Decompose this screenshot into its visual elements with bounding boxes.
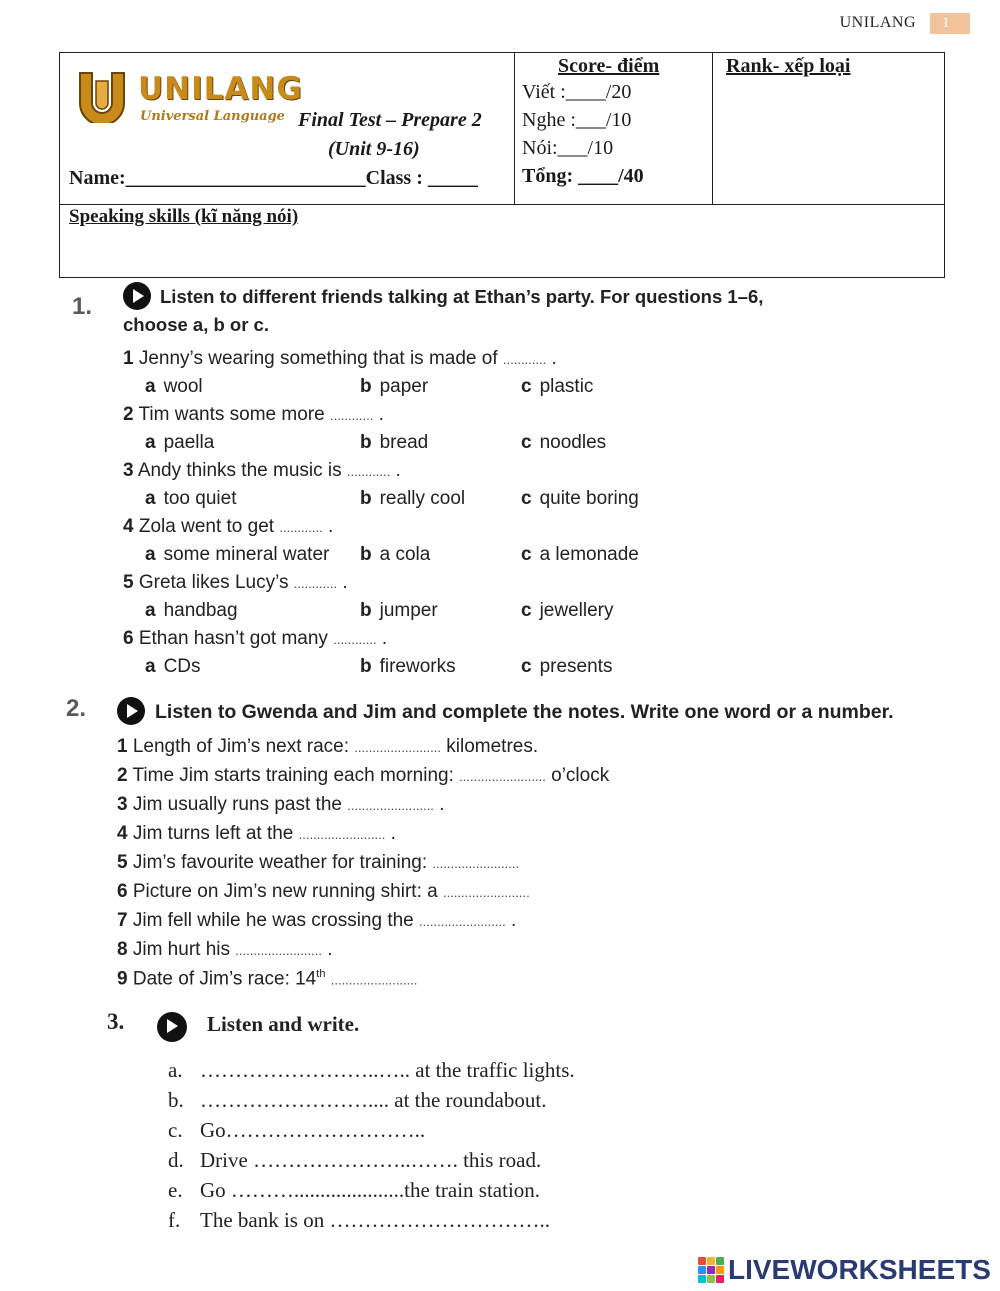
speaking-heading: Speaking skills (kĩ năng nói) [69, 206, 299, 227]
note-suffix: kilometres. [446, 736, 539, 757]
option-a[interactable] [145, 656, 201, 678]
option-text: jewellery [539, 600, 614, 621]
test-title: Final Test – Prepare 2 [298, 109, 482, 131]
option-letter: c [521, 600, 532, 621]
question-text: Jenny’s wearing something that is made of [138, 348, 498, 369]
answer-blank[interactable]: ............ [279, 520, 323, 535]
fill-in-line[interactable]: …………………….... at the roundabout. [200, 1088, 547, 1112]
logo-tile [716, 1275, 724, 1283]
option-text: fireworks [379, 656, 456, 677]
item-letter: f. [168, 1208, 181, 1232]
unilang-logo-icon [74, 67, 130, 123]
answer-blank[interactable]: ........................ [330, 972, 418, 988]
option-letter: b [360, 544, 372, 565]
note-text: Jim hurt his [132, 939, 230, 960]
section-3-instruction: Listen and write. [207, 1012, 360, 1036]
question-text: Greta likes Lucy’s [138, 572, 289, 593]
option-text: paella [163, 432, 215, 453]
note-number: 6 [117, 881, 128, 902]
logo-tile [707, 1266, 715, 1274]
question-number: 5 [123, 572, 134, 593]
answer-blank[interactable]: ........................ [459, 769, 546, 784]
logo-tile [698, 1266, 706, 1274]
header-table [59, 52, 945, 278]
item-letter: c. [168, 1118, 183, 1142]
note-number: 3 [117, 794, 128, 815]
answer-blank[interactable]: ............ [329, 408, 374, 423]
answer-blank[interactable]: ............ [293, 576, 338, 591]
note-suffix: . [511, 910, 517, 931]
option-letter: a [145, 544, 156, 565]
score-total[interactable]: Tổng: ____/40 [522, 165, 644, 187]
answer-blank[interactable]: ............ [346, 464, 391, 479]
unilang-logo [74, 67, 303, 129]
header-brand: UNILANG [839, 14, 916, 31]
option-c[interactable] [521, 544, 639, 566]
answer-blank[interactable]: ........................ [354, 740, 441, 755]
note-number: 1 [117, 736, 128, 757]
option-text: bread [379, 432, 429, 453]
option-letter: b [360, 488, 372, 509]
option-letter: c [521, 488, 532, 509]
note-number: 7 [117, 910, 128, 931]
note-number: 5 [117, 852, 128, 873]
page-number: 1 [930, 13, 970, 34]
option-text: too quiet [163, 488, 237, 509]
liveworksheets-logo-icon [698, 1257, 724, 1283]
option-b[interactable] [360, 656, 456, 678]
note-number: 2 [117, 765, 128, 786]
option-letter: a [145, 656, 156, 677]
note-item [117, 881, 530, 903]
question-number: 2 [123, 404, 134, 425]
option-c[interactable] [521, 656, 612, 678]
answer-blank[interactable]: ............ [333, 632, 377, 647]
option-letter: a [145, 488, 156, 509]
option-text: CDs [163, 656, 201, 677]
note-number: 9 [117, 968, 128, 990]
option-text: wool [163, 376, 203, 397]
option-c[interactable] [521, 600, 614, 622]
fill-in-line[interactable]: ……………………..….. at the traffic lights. [200, 1058, 575, 1082]
logo-tile [698, 1257, 706, 1265]
option-text: some mineral water [163, 544, 330, 565]
logo-tile [716, 1266, 724, 1274]
section-2-instruction: Listen to Gwenda and Jim and complete the notes. Write one word or a number. [155, 701, 894, 723]
option-c[interactable] [521, 488, 639, 510]
note-suffix: . [327, 939, 333, 960]
option-b[interactable] [360, 488, 465, 510]
test-subtitle: (Unit 9-16) [328, 138, 420, 160]
option-text: a cola [379, 544, 431, 565]
question-stem: 1 Jenny’s wearing something that is made of ............ . [123, 348, 557, 369]
note-suffix: o’clock [551, 765, 610, 786]
option-letter: b [360, 656, 372, 677]
note-text: Jim fell while he was crossing the [132, 910, 414, 931]
question-number: 4 [123, 516, 134, 537]
logo-tagline: Universal Language [140, 109, 285, 124]
option-text: quite boring [539, 488, 639, 509]
option-text: handbag [163, 600, 238, 621]
score-speaking[interactable]: Nói:___/10 [522, 137, 614, 159]
note-item [117, 968, 417, 990]
answer-blank[interactable]: ........................ [298, 827, 386, 842]
answer-blank[interactable]: ........................ [443, 885, 530, 900]
note-suffix: . [439, 794, 445, 815]
question-text: Andy thinks the music is [137, 460, 342, 481]
logo-tile [707, 1257, 715, 1265]
logo-tile [698, 1275, 706, 1283]
question-stem: 4 Zola went to get ............ . [123, 516, 334, 537]
option-text: paper [379, 376, 429, 397]
item-letter: e. [168, 1178, 183, 1202]
option-b[interactable] [360, 600, 438, 622]
play-audio-3-button[interactable] [157, 1012, 187, 1042]
note-text: Picture on Jim’s new running shirt: a [132, 881, 438, 902]
option-a[interactable] [145, 488, 236, 510]
note-item [117, 910, 516, 932]
question-number: 3 [123, 460, 134, 481]
table-divider [514, 53, 515, 204]
option-text: a lemonade [539, 544, 639, 565]
rank-heading: Rank- xếp loại [726, 55, 851, 77]
answer-blank[interactable]: ........................ [235, 943, 322, 958]
question-text: Tim wants some more [138, 404, 325, 425]
score-heading: Score- điểm [558, 55, 660, 77]
item-letter: b. [168, 1088, 184, 1112]
section-3-number: 3. [107, 1009, 125, 1034]
liveworksheets-logo [698, 1255, 991, 1285]
option-text: presents [539, 656, 613, 677]
fill-in-line[interactable]: Go ……….....................the train station. [200, 1178, 541, 1202]
option-a[interactable] [145, 544, 329, 566]
option-a[interactable] [145, 600, 238, 622]
score-listening[interactable]: Nghe :___/10 [522, 109, 632, 131]
fill-in-line[interactable]: Drive …………………..……. this road. [200, 1148, 542, 1172]
answer-blank[interactable]: ........................ [432, 856, 520, 871]
question-number: 6 [123, 628, 134, 649]
note-number: 8 [117, 939, 128, 960]
note-text: Date of Jim’s race: 14 [132, 968, 317, 990]
option-c[interactable] [521, 432, 606, 454]
question-text: Ethan hasn’t got many [138, 628, 328, 649]
option-text: noodles [539, 432, 607, 453]
note-item [117, 794, 444, 816]
play-audio-2-button[interactable] [117, 697, 145, 725]
note-text: Jim usually runs past the [132, 794, 342, 815]
option-letter: b [360, 376, 372, 397]
fill-in-line[interactable]: The bank is on ………………………….. [200, 1208, 550, 1232]
note-suffix: . [390, 823, 396, 844]
option-letter: c [521, 544, 532, 565]
note-number: 4 [117, 823, 128, 844]
name-class-field[interactable]: Name:________________________Class : _____ [69, 167, 478, 189]
option-a[interactable] [145, 376, 203, 398]
answer-blank[interactable]: ........................ [347, 798, 434, 813]
option-letter: b [360, 600, 372, 621]
option-letter: c [521, 376, 532, 397]
option-text: jumper [379, 600, 438, 621]
option-b[interactable] [360, 432, 428, 454]
fill-in-line[interactable]: Go……………………….. [200, 1118, 426, 1142]
logo-tile [707, 1275, 715, 1283]
table-divider [60, 204, 944, 205]
question-stem: 2 Tim wants some more ............ . [123, 404, 384, 425]
option-letter: c [521, 656, 532, 677]
question-text: Zola went to get [138, 516, 275, 537]
logo-tile [716, 1257, 724, 1265]
section-1-number: 1. [72, 293, 93, 320]
note-item [117, 823, 396, 845]
option-b[interactable] [360, 376, 428, 398]
item-letter: a. [168, 1058, 183, 1082]
option-text: really cool [379, 488, 466, 509]
question-number: 1 [123, 348, 134, 369]
score-writing[interactable]: Viết :____/20 [522, 81, 632, 103]
table-divider [712, 53, 713, 204]
note-superscript: th [316, 968, 326, 980]
logo-wordmark: UNILANG [138, 71, 303, 107]
note-text: Jim’s favourite weather for training: [132, 852, 428, 873]
note-item [117, 939, 333, 961]
answer-blank[interactable]: ........................ [419, 914, 506, 929]
option-text: plastic [539, 376, 594, 397]
option-c[interactable] [521, 376, 593, 398]
answer-blank[interactable]: ............ [502, 352, 547, 367]
option-letter: a [145, 376, 156, 397]
note-item [117, 765, 609, 787]
option-letter: b [360, 432, 372, 453]
section-1-instruction: Listen to different friends talking at Ethan’s party. For questions 1–6, [160, 286, 764, 307]
note-text: Jim turns left at the [132, 823, 294, 844]
note-item [117, 852, 519, 874]
note-item [117, 736, 538, 758]
option-b[interactable] [360, 544, 430, 566]
option-letter: a [145, 432, 156, 453]
question-stem: 5 Greta likes Lucy’s ............ . [123, 572, 348, 593]
section-2-number: 2. [66, 695, 87, 722]
play-audio-1-button[interactable] [123, 282, 151, 310]
option-letter: a [145, 600, 156, 621]
option-a[interactable] [145, 432, 214, 454]
note-text: Time Jim starts training each morning: [132, 765, 454, 786]
question-stem: 6 Ethan hasn’t got many ............ . [123, 628, 388, 649]
option-letter: c [521, 432, 532, 453]
item-letter: d. [168, 1148, 184, 1172]
section-1-instruction-cont: choose a, b or c. [123, 314, 269, 335]
liveworksheets-wordmark: LIVEWORKSHEETS [728, 1254, 991, 1285]
note-text: Length of Jim’s next race: [132, 736, 350, 757]
question-stem: 3 Andy thinks the music is ............ . [123, 460, 401, 481]
